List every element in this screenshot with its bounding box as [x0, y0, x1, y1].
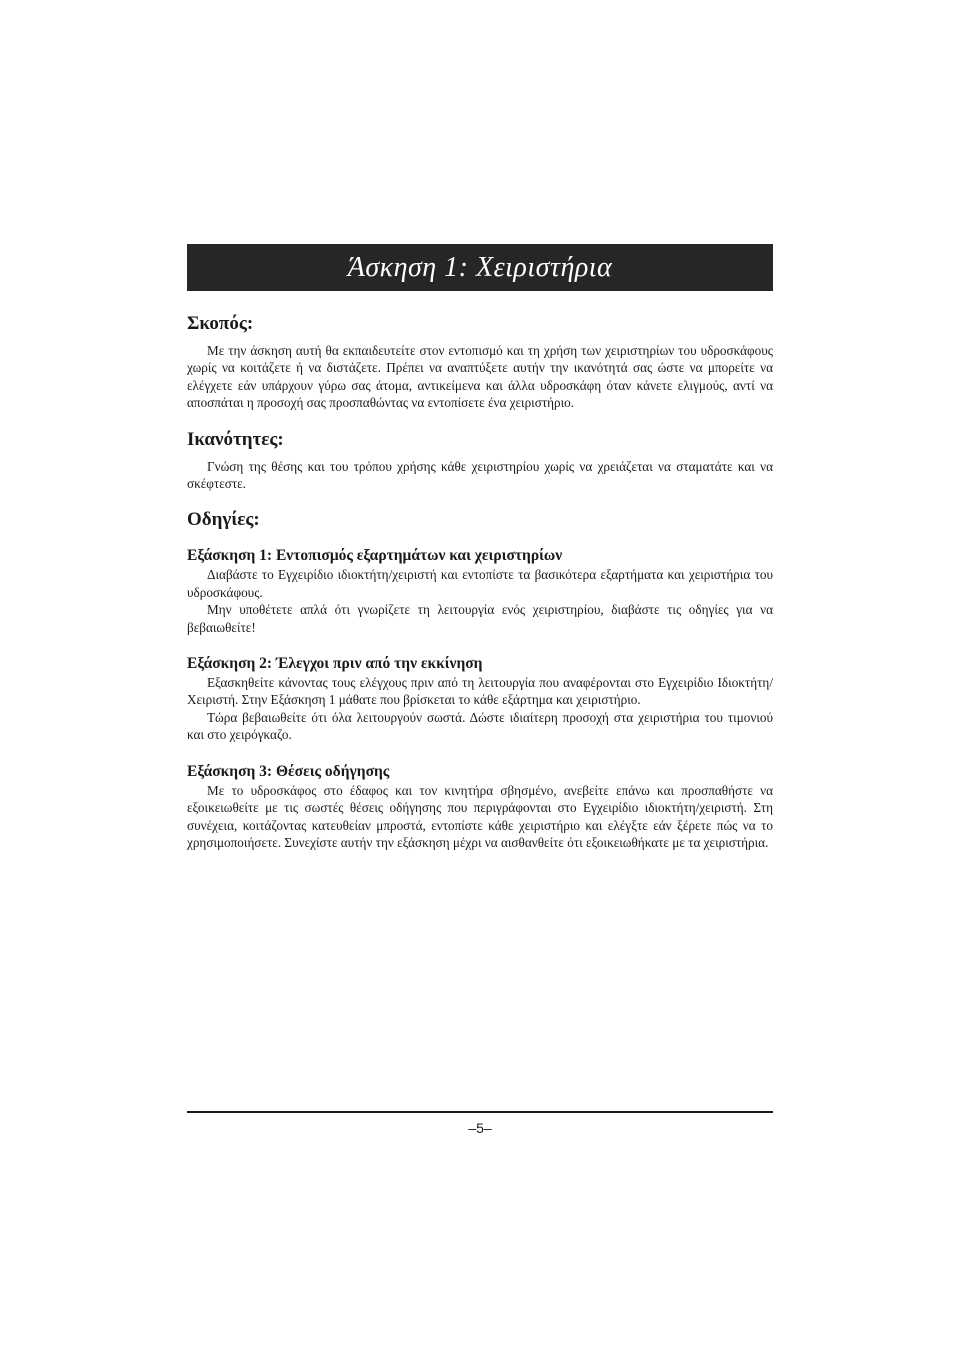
exercise-heading: Εξάσκηση 2: Έλεγχοι πριν από την εκκίνηση: [187, 655, 483, 673]
skills-section: [187, 428, 773, 493]
purpose-text: Με την άσκηση αυτή θα εκπαιδευτείτε στον εντοπισμό και τη χρήση των χειριστηρίων του υδροσκάφους χωρίς να κοιτάζετε ή να διστάζετε. Πρέπει να αναπτύξετε αυτήν την ικανότητά σας ώστε να μπορείτε να ελέγχετε εάν υπάρχουν γύρω σας άτομα, αντικείμενα και άλλα υδροσκάφη όταν κάνετε ελιγμούς, αντί να αποσπάται η προσοχή σας προσπαθώντας να εντοπίσετε ένα χειριστήριο.: [187, 343, 773, 411]
exercise-paragraph: Μην υποθέτετε απλά ότι γνωρίζετε τη λειτουργία ενός χειριστηρίου, διαβάστε τις οδηγίες για να βεβαιωθείτε!: [187, 602, 773, 635]
exercise-paragraph: Διαβάστε το Εγχειρίδιο ιδιοκτήτη/χειριστή και εντοπίστε τα βασικότερα εξαρτήματα και χειριστήρια του υδροσκάφους.: [187, 567, 773, 600]
exercise-1: [187, 546, 773, 636]
exercise-paragraph: Με το υδροσκάφος στο έδαφος και τον κινητήρα σβησμένο, ανεβείτε επάνω και προσπαθήστε να εξοικειωθείτε με τις σωστές θέσεις οδήγησης που περιγράφονται στο Εγχειρίδιο ιδιοκτήτη/χειριστή. Στη συνέχεια, κοιτάζοντας κατευθείαν μπροστά, εντοπίστε κάθε χειριστήριο και ελέγξτε εάν ξέρετε πώς να το χρησιμοποιήσετε. Συνεχίστε αυτήν την εξάσκηση μέχρι να αισθανθείτε ότι εξοικειωθήκατε με τα χειριστήρια.: [187, 782, 773, 850]
exercise-heading: Εξάσκηση 3: Θέσεις οδήγησης: [187, 762, 390, 780]
skills-text: Γνώση της θέσης και του τρόπου χρήσης κάθε χειριστηρίου χωρίς να χρειάζεται να σταματάτε και να σκέφτεστε.: [187, 458, 773, 492]
directions-heading: Οδηγίες:: [187, 509, 260, 531]
main-content: [187, 312, 773, 869]
exercise-2: [187, 654, 773, 744]
page-title: Άσκηση 1: Χειριστήρια: [347, 251, 613, 283]
exercise-paragraph: Εξασκηθείτε κάνοντας τους ελέγχους πριν από τη λειτουργία που αναφέρονται στο Εγχειρίδιο Ιδιοκτήτη/Χειριστή. Στην Εξάσκηση 1 μάθατε που βρίσκεται το κάθε εξάρτημα και χειριστήριο.: [187, 675, 773, 708]
purpose-section: [187, 312, 773, 412]
exercise-paragraph: Τώρα βεβαιωθείτε ότι όλα λειτουργούν σωστά. Δώστε ιδιαίτερη προσοχή στα χειριστήρια του τιμονιού και στο χειρόγκαζο.: [187, 709, 773, 743]
skills-heading: Ικανότητες:: [187, 428, 284, 450]
exercise-heading: Εξάσκηση 1: Εντοπισμός εξαρτημάτων και χειριστηρίων: [187, 547, 563, 565]
page-number: –5–: [468, 1120, 492, 1136]
directions-section: [187, 508, 773, 532]
exercise-3: [187, 762, 773, 852]
title-banner: [187, 244, 773, 291]
purpose-heading: Σκοπός:: [187, 313, 254, 334]
footer-divider: [187, 1111, 773, 1113]
